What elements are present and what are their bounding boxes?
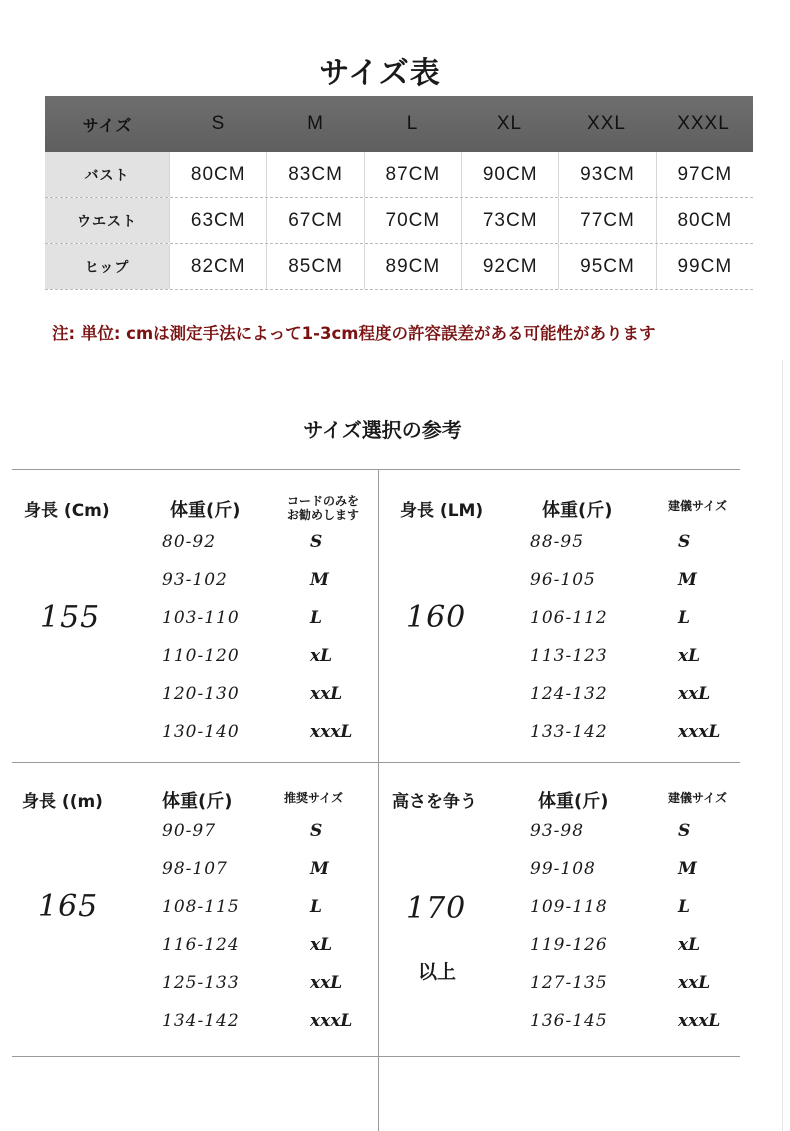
recommended-size: xL <box>678 935 701 955</box>
table-cell: 67CM <box>267 198 364 243</box>
table-cell: 70CM <box>365 198 462 243</box>
weight-row <box>530 935 790 973</box>
recommended-size: xxxL <box>310 722 353 742</box>
weight-row <box>530 859 790 897</box>
weight-range: 124-132 <box>530 684 608 704</box>
weight-range: 120-130 <box>162 684 240 704</box>
recommended-size: xxxL <box>310 1011 353 1031</box>
guide-block <box>380 765 745 1055</box>
table-cell: 73CM <box>462 198 559 243</box>
recommended-size: xxL <box>678 684 711 704</box>
recommended-size: M <box>678 570 697 590</box>
recommended-size: xxxL <box>678 1011 721 1031</box>
weight-row <box>530 722 790 760</box>
weight-range: 80-92 <box>162 532 217 552</box>
size-table-header <box>45 96 753 152</box>
weight-range: 110-120 <box>162 646 240 666</box>
guide-block <box>380 472 745 762</box>
weight-row <box>530 973 790 1011</box>
weight-range: 88-95 <box>530 532 585 552</box>
recommended-size: xL <box>310 646 333 666</box>
weight-range: 133-142 <box>530 722 608 742</box>
weight-range: 96-105 <box>530 570 596 590</box>
weight-range: 127-135 <box>530 973 608 993</box>
size-header: 建儀サイズ <box>668 791 728 805</box>
weight-header: 体重(斤) <box>162 791 233 812</box>
height-header: 高さを争う <box>392 792 477 812</box>
height-header: 身長 (Cm) <box>24 501 110 521</box>
weight-range: 90-97 <box>162 821 217 841</box>
recommended-size: L <box>678 897 690 917</box>
weight-row <box>530 1011 790 1049</box>
weight-row <box>530 646 790 684</box>
weight-range: 113-123 <box>530 646 608 666</box>
size-table <box>45 96 753 290</box>
height-value: 170 <box>406 891 467 926</box>
table-cell: 93CM <box>559 152 656 197</box>
weight-range: 116-124 <box>162 935 240 955</box>
size-header: 建儀サイズ <box>668 499 728 513</box>
recommended-size: xxL <box>310 684 343 704</box>
weight-range: 130-140 <box>162 722 240 742</box>
header-cell: XXL <box>587 113 626 134</box>
weight-range: 93-98 <box>530 821 585 841</box>
weight-range: 136-145 <box>530 1011 608 1031</box>
guide-divider <box>12 469 740 470</box>
table-cell: 95CM <box>559 244 656 289</box>
header-cell: S <box>211 113 226 134</box>
table-cell: 90CM <box>462 152 559 197</box>
weight-range: 134-142 <box>162 1011 240 1031</box>
row-label: ヒップ <box>45 244 170 289</box>
table-cell: 92CM <box>462 244 559 289</box>
table-row <box>45 198 753 244</box>
guide-divider <box>12 1056 740 1057</box>
guide-title: サイズ選択の参考 <box>303 418 462 442</box>
guide-block <box>12 472 377 762</box>
table-cell: 80CM <box>170 152 267 197</box>
weight-row <box>530 570 790 608</box>
table-cell: 85CM <box>267 244 364 289</box>
table-row <box>45 152 753 198</box>
height-value: 155 <box>40 600 101 635</box>
height-qualifier: 以上 <box>418 961 457 983</box>
recommended-size: S <box>678 532 691 552</box>
recommended-size: M <box>310 859 329 879</box>
recommended-size: L <box>678 608 690 628</box>
weight-row <box>530 532 790 570</box>
guide-divider <box>12 762 740 763</box>
table-cell: 99CM <box>677 255 733 277</box>
table-cell: 82CM <box>170 244 267 289</box>
height-header: 身長 (LM) <box>400 501 484 521</box>
row-label: ウエスト <box>45 198 170 243</box>
guide-block <box>12 765 377 1055</box>
weight-range: 103-110 <box>162 608 240 628</box>
recommended-size: M <box>678 859 697 879</box>
recommended-size: xxxL <box>678 722 721 742</box>
recommended-size: M <box>310 570 329 590</box>
header-cell: XL <box>496 113 523 134</box>
weight-range: 108-115 <box>162 897 240 917</box>
weight-row <box>530 897 790 935</box>
table-row <box>45 244 753 290</box>
header-cell: M <box>307 113 324 134</box>
recommended-size: xL <box>678 646 701 666</box>
size-header: 推奨サイズ <box>284 791 344 805</box>
table-cell: 87CM <box>365 152 462 197</box>
recommended-size: S <box>310 821 323 841</box>
height-value: 165 <box>38 889 99 924</box>
page-title: サイズ表 <box>319 56 441 91</box>
weight-header: 体重(斤) <box>542 500 613 521</box>
table-cell: 83CM <box>267 152 364 197</box>
weight-row <box>530 684 790 722</box>
recommended-size: S <box>310 532 323 552</box>
weight-header: 体重(斤) <box>538 791 609 812</box>
recommended-size: xL <box>310 935 333 955</box>
header-cell: XXXL <box>677 113 730 134</box>
recommended-size: xxL <box>310 973 343 993</box>
measurement-note: 注: 単位: cmは測定手法によって1-3cm程度の許容誤差がある可能性があります <box>52 324 656 343</box>
weight-range: 106-112 <box>530 608 608 628</box>
weight-header: 体重(斤) <box>170 500 241 521</box>
weight-range: 93-102 <box>162 570 228 590</box>
recommended-size: S <box>678 821 691 841</box>
header-cell: L <box>406 113 419 134</box>
row-label: バスト <box>45 152 170 197</box>
height-header: 身長 ((m) <box>22 792 103 812</box>
height-value: 160 <box>406 600 467 635</box>
weight-row <box>530 608 790 646</box>
header-cell: サイズ <box>82 117 133 135</box>
weight-range: 119-126 <box>530 935 608 955</box>
size-header: コードのみを お勧めします <box>287 494 360 522</box>
recommended-size: L <box>310 608 322 628</box>
table-cell: 97CM <box>677 163 733 185</box>
table-cell: 80CM <box>677 209 733 231</box>
weight-range: 99-108 <box>530 859 596 879</box>
weight-row <box>530 821 790 859</box>
weight-range: 109-118 <box>530 897 608 917</box>
table-cell: 77CM <box>559 198 656 243</box>
recommended-size: L <box>310 897 322 917</box>
weight-range: 98-107 <box>162 859 228 879</box>
table-cell: 89CM <box>365 244 462 289</box>
table-cell: 63CM <box>170 198 267 243</box>
recommended-size: xxL <box>678 973 711 993</box>
weight-range: 125-133 <box>162 973 240 993</box>
